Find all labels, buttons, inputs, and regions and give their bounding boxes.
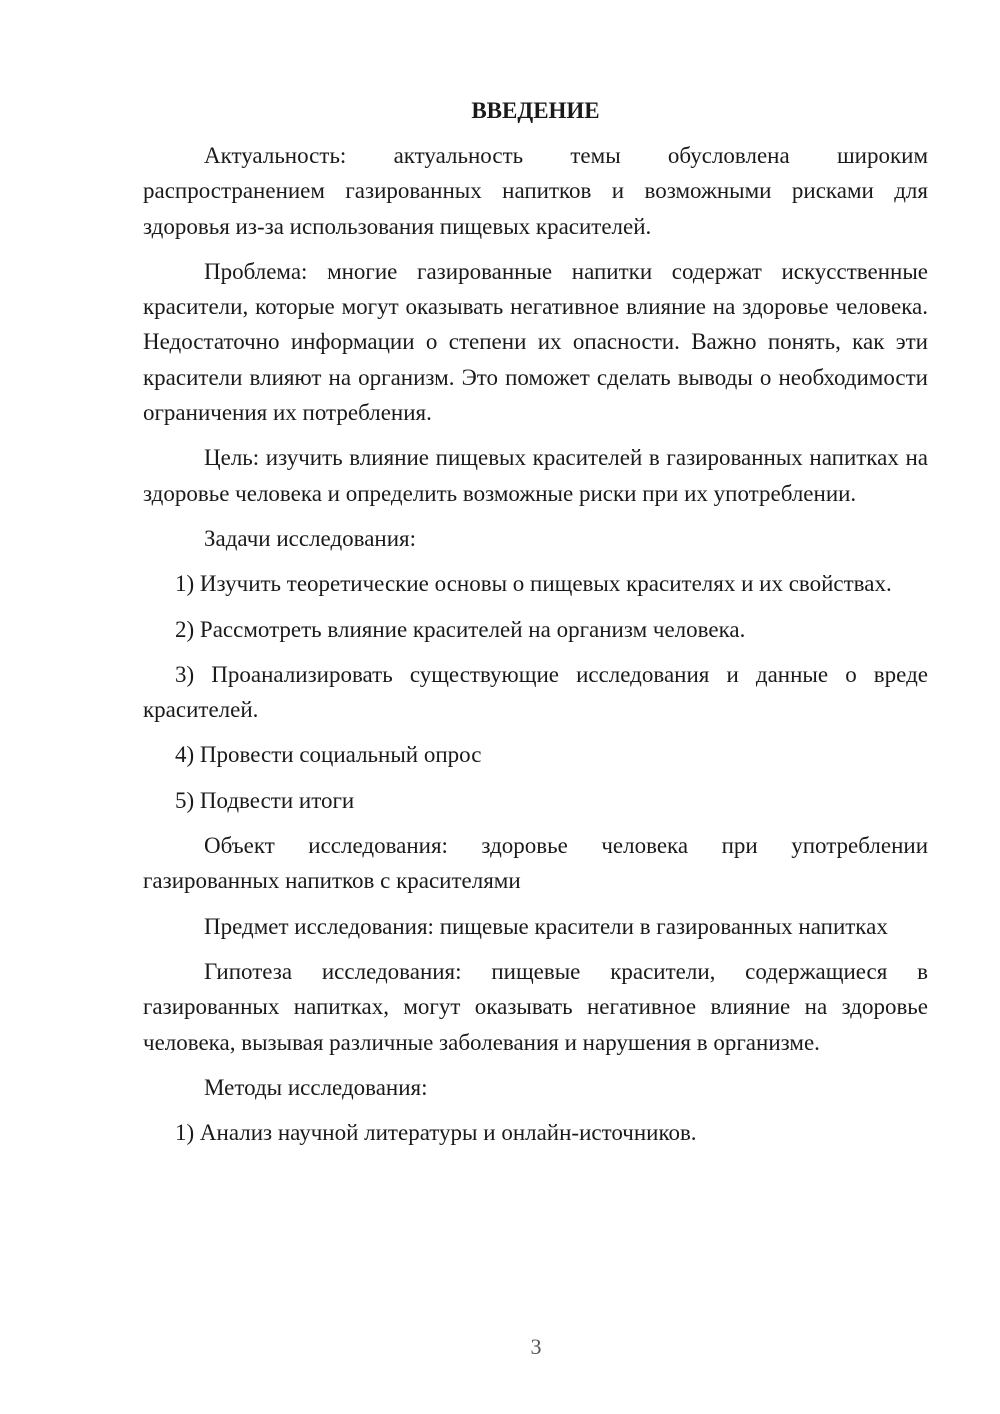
paragraph-hypothesis: Гипотеза исследования: пищевые красители, содержащиеся в газированных напитках, могут оказывать негативное влияние на здоровье человека, вызывая различные заболевания и нарушения в организме.	[143, 958, 928, 1055]
list-item-task-3: 3) Проанализировать существующие исследования и данные о вреде красителей.	[143, 661, 928, 723]
list-item-method-1: 1) Анализ научной литературы и онлайн-источников.	[175, 1120, 697, 1146]
paragraph-methods-heading: Методы исследования:	[204, 1074, 428, 1100]
list-item-task-1: 1) Изучить теоретические основы о пищевых красителях и их свойствах.	[175, 571, 892, 597]
section-heading: ВВЕДЕНИЕ	[471, 98, 600, 123]
paragraph-problem: Проблема: многие газированные напитки содержат искусственные красители, которые могут оказывать негативное влияние на здоровье человека. Недостаточно информации о степени их опасности. Важно понять, как эти красители влияют на организм. Это поможет сделать выводы о необходимости ограничения их потребления.	[143, 258, 928, 426]
document-page	[143, 93, 928, 1160]
paragraph-tasks-heading: Задачи исследования:	[204, 525, 417, 551]
list-item-task-5: 5) Подвести итоги	[175, 787, 355, 813]
page-number: 3	[530, 1334, 542, 1359]
list-item-task-4: 4) Провести социальный опрос	[175, 742, 482, 768]
paragraph-relevance: Актуальность: актуальность темы обусловлена широким распространением газированных напитков и возможными рисками для здоровья из-за использования пищевых красителей.	[143, 143, 928, 239]
list-item-task-2: 2) Рассмотреть влияние красителей на организм человека.	[175, 616, 746, 642]
paragraph-object: Объект исследования: здоровье человека при употреблении газированных напитков с красителями	[143, 833, 928, 894]
paragraph-goal: Цель: изучить влияние пищевых красителей в газированных напитках на здоровье человека и определить возможные риски при их употреблении.	[143, 445, 928, 506]
paragraph-subject: Предмет исследования: пищевые красители в газированных напитках	[204, 913, 888, 939]
